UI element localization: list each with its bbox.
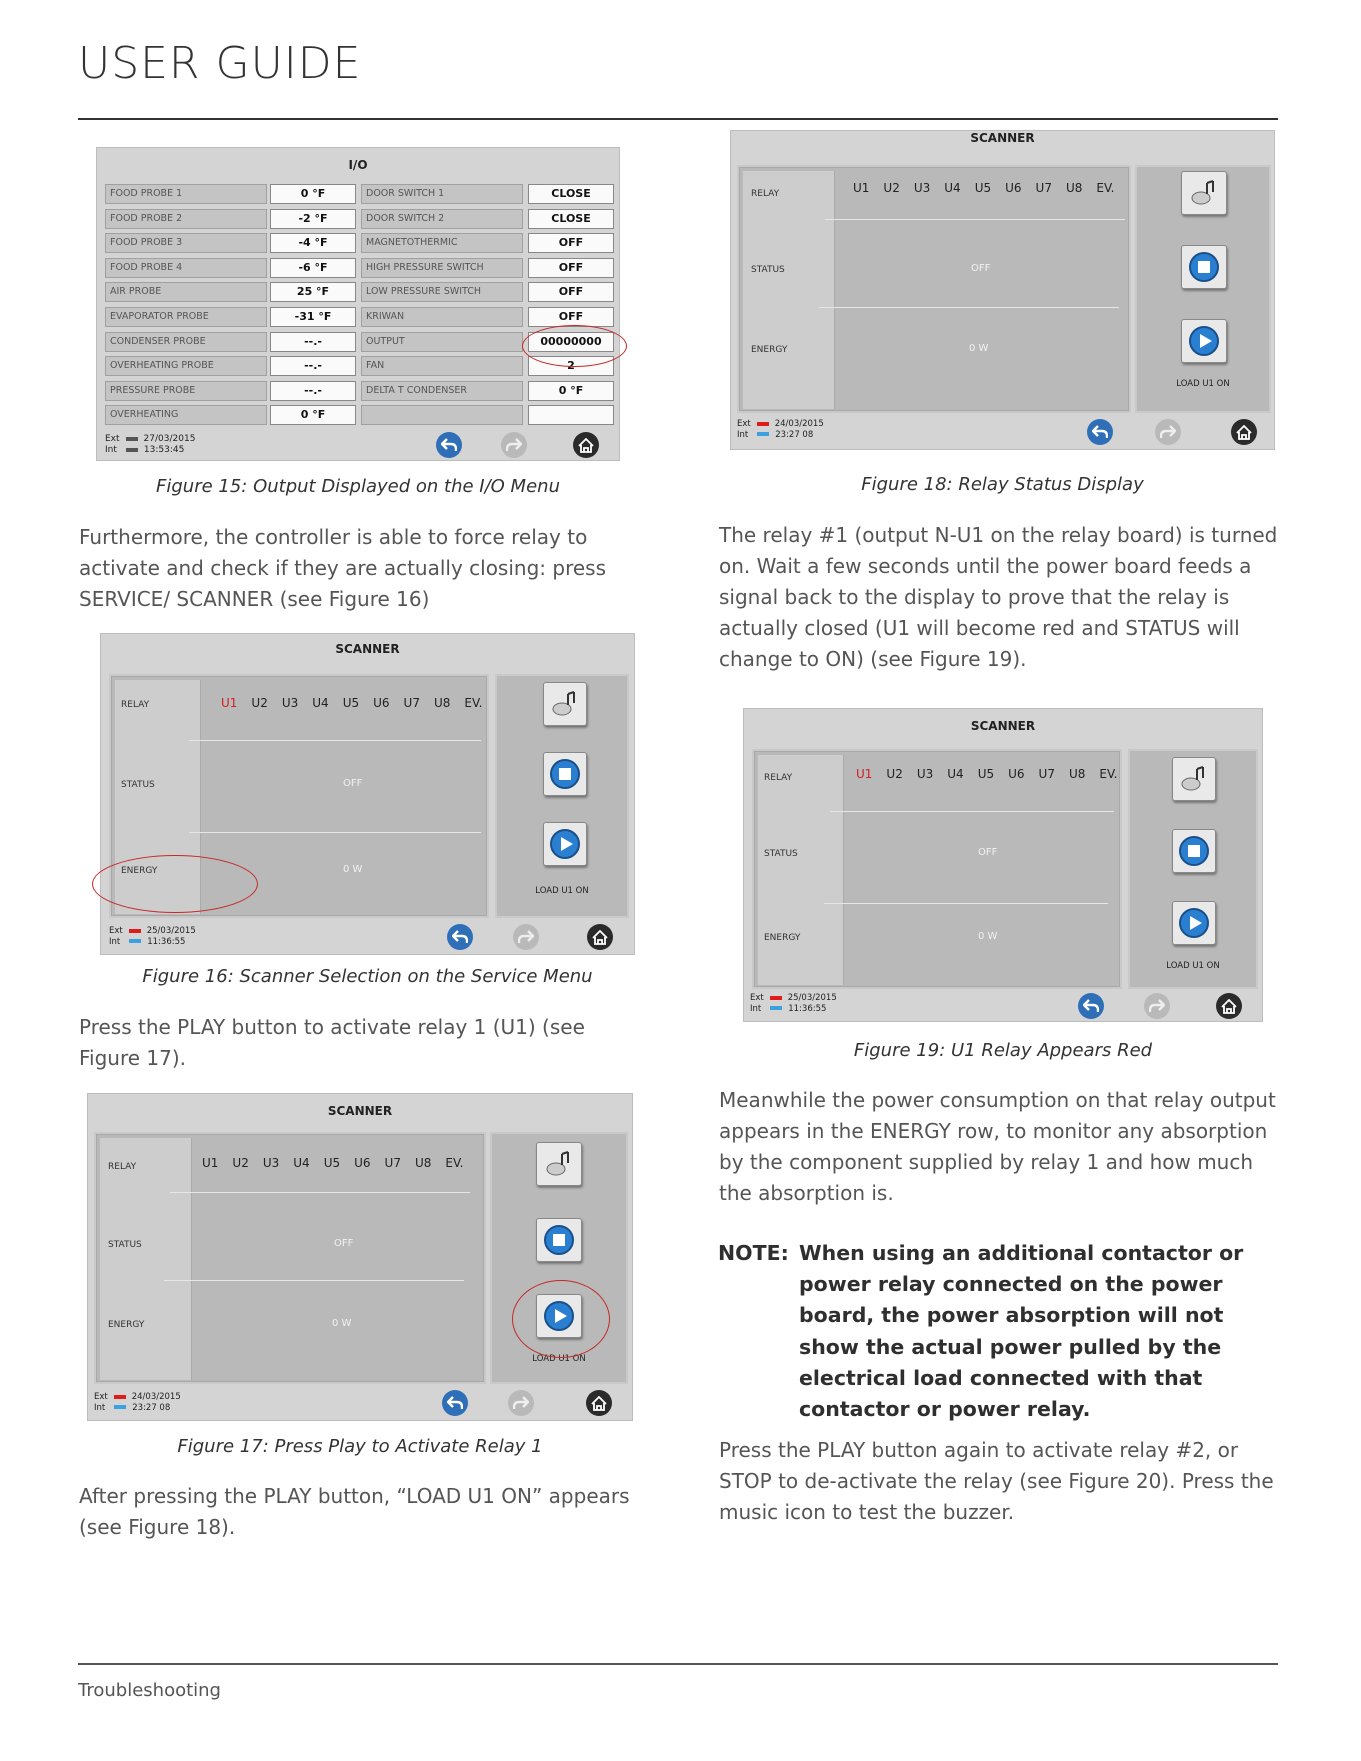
io-left-label: FOOD PROBE 4	[105, 258, 267, 278]
io-left-label: FOOD PROBE 3	[105, 233, 267, 253]
back-arrow-icon[interactable]	[436, 432, 462, 458]
io-right-label: DOOR SWITCH 2	[361, 209, 523, 229]
note-label: NOTE:	[718, 1241, 789, 1265]
io-title: I/O	[348, 158, 368, 172]
relay-u7: U7	[403, 696, 420, 710]
figure-17-caption: Figure 17: Press Play to Activate Relay 1	[177, 1436, 543, 1457]
io-left-value: --.-	[270, 356, 356, 376]
status-label: STATUS	[751, 265, 785, 275]
relay-u4: U4	[293, 1156, 310, 1170]
play-highlight-ellipse	[512, 1280, 610, 1358]
figure-16-caption: Figure 16: Scanner Selection on the Service Menu	[142, 966, 593, 987]
relay-label: RELAY	[121, 700, 150, 710]
relay-label: RELAY	[764, 773, 793, 783]
footer-rule	[78, 1663, 1278, 1665]
relay-u4: U4	[947, 767, 964, 781]
io-datetime: Ext 27/03/2015 Int 13:53:45	[105, 434, 196, 456]
home-icon[interactable]	[573, 432, 599, 458]
play-icon[interactable]	[1181, 319, 1227, 363]
left-paragraph-3: After pressing the PLAY button, “LOAD U1 ON” appears (see Figure 18).	[79, 1484, 630, 1539]
right-paragraph-1: The relay #1 (output N-U1 on the relay board) is turned on. Wait a few seconds until the power board feeds a signal back to the display to prove that the relay is actually closed (U1 will become red and STATUS will change to ON) (see Figure 19).	[719, 523, 1278, 671]
io-left-label: FOOD PROBE 2	[105, 209, 267, 229]
status-value: OFF	[343, 778, 363, 789]
io-left-value: -2 °F	[270, 209, 356, 229]
relay-u2: U2	[886, 767, 903, 781]
relay-u6: U6	[354, 1156, 371, 1170]
io-left-value: --.-	[270, 332, 356, 352]
relay-u7: U7	[384, 1156, 401, 1170]
io-left-value: -6 °F	[270, 258, 356, 278]
output-highlight-ellipse	[522, 325, 627, 367]
forward-arrow-icon[interactable]	[501, 432, 527, 458]
io-right-label: HIGH PRESSURE SWITCH	[361, 258, 523, 278]
io-right-value: OFF	[528, 258, 614, 278]
scanner-screen-fig18	[730, 130, 1275, 450]
scanner-screen-fig19	[743, 708, 1263, 1022]
relay-list	[853, 181, 1128, 195]
status-value: OFF	[971, 263, 991, 274]
music-note-icon[interactable]	[1181, 171, 1227, 215]
forward-arrow-icon[interactable]	[508, 1390, 534, 1416]
scanner-title: SCANNER	[970, 719, 1036, 733]
relay-u5: U5	[323, 1156, 341, 1170]
energy-label: ENERGY	[121, 866, 158, 876]
relay-u5: U5	[342, 696, 360, 710]
relay-u8: U8	[433, 696, 451, 710]
relay-u8: U8	[1068, 767, 1086, 781]
play-icon[interactable]	[1172, 901, 1216, 945]
energy-label: ENERGY	[108, 1320, 145, 1330]
io-right-value: OFF	[528, 282, 614, 302]
scanner-screen-fig17	[87, 1093, 633, 1421]
relay-u5: U5	[974, 181, 992, 195]
energy-label: ENERGY	[764, 933, 801, 943]
relay-u5: U5	[977, 767, 995, 781]
io-right-value: 0 °F	[528, 381, 614, 401]
io-left-label: EVAPORATOR PROBE	[105, 307, 267, 327]
status-label: STATUS	[121, 780, 155, 790]
io-left-label: FOOD PROBE 1	[105, 184, 267, 204]
note-body: When using an additional contactor or power relay connected on the power board, the power absorption will not show the actual power pulled by the electrical load connected with that contactor or power relay.	[799, 1241, 1244, 1422]
scanner-title: SCANNER	[970, 131, 1035, 145]
energy-label: ENERGY	[751, 345, 788, 355]
relay-list	[856, 767, 1131, 781]
io-left-label: AIR PROBE	[105, 282, 267, 302]
relay-u3: U3	[916, 767, 934, 781]
left-paragraph-1: Furthermore, the controller is able to force relay to activate and check if they are actually closing: press SERVICE/ SCANNER (see Figure 16)	[79, 525, 607, 611]
stop-icon[interactable]	[1172, 829, 1216, 873]
relay-u3: U3	[281, 696, 299, 710]
status-label: STATUS	[108, 1240, 142, 1250]
home-icon[interactable]	[587, 924, 613, 950]
right-paragraph-2: Meanwhile the power consumption on that relay output appears in the ENERGY row, to monitor any absorption by the component supplied by relay 1 and how much the absorption is.	[719, 1088, 1276, 1205]
io-right-label: DOOR SWITCH 1	[361, 184, 523, 204]
left-paragraph-2: Press the PLAY button to activate relay 1 (U1) (see Figure 17).	[79, 1015, 585, 1070]
io-right-value	[528, 405, 614, 425]
io-right-label: MAGNETOTHERMIC	[361, 233, 523, 253]
io-right-value: 00000000	[528, 332, 614, 352]
relay-u4: U4	[944, 181, 961, 195]
io-left-label: OVERHEATING	[105, 405, 267, 425]
relay-u1: U1	[202, 1156, 219, 1170]
relay-u1: U1	[221, 696, 238, 710]
relay-u7: U7	[1038, 767, 1055, 781]
relay-u3: U3	[913, 181, 931, 195]
scanner-datetime: Ext 24/03/2015 Int 23:27 08	[94, 1392, 181, 1413]
relay-u3: U3	[262, 1156, 280, 1170]
stop-icon[interactable]	[1181, 245, 1227, 289]
back-arrow-icon[interactable]	[1078, 993, 1104, 1019]
relay-u1: U1	[856, 767, 873, 781]
scanner-side-panel	[495, 674, 629, 918]
forward-arrow-icon[interactable]	[513, 924, 539, 950]
scanner-datetime: Ext 25/03/2015 Int 11:36:55	[750, 993, 837, 1014]
right-paragraph-3: Press the PLAY button again to activate relay #2, or STOP to de-activate the relay (see Figure 20). Press the music icon to test the buzzer.	[719, 1438, 1274, 1524]
io-left-value: -4 °F	[270, 233, 356, 253]
relay-label: RELAY	[108, 1162, 137, 1172]
io-right-value: OFF	[528, 233, 614, 253]
io-left-value: --.-	[270, 381, 356, 401]
io-right-value: OFF	[528, 307, 614, 327]
energy-value: 0 W	[343, 864, 363, 875]
scanner-title: SCANNER	[335, 642, 400, 656]
relay-ev: EV.	[464, 696, 483, 710]
io-right-label: FAN	[361, 356, 523, 376]
energy-value: 0 W	[969, 343, 989, 354]
energy-highlight-ellipse	[92, 855, 258, 913]
music-note-icon[interactable]	[1172, 757, 1216, 801]
io-left-value: 0 °F	[270, 405, 356, 425]
relay-ev: EV.	[1096, 181, 1115, 195]
relay-u2: U2	[251, 696, 268, 710]
back-arrow-icon[interactable]	[442, 1390, 468, 1416]
scanner-main-panel	[737, 165, 1131, 413]
stop-icon[interactable]	[543, 752, 587, 796]
io-right-value: CLOSE	[528, 184, 614, 204]
back-arrow-icon[interactable]	[447, 924, 473, 950]
energy-value: 0 W	[978, 931, 998, 942]
relay-list	[202, 1156, 477, 1170]
forward-arrow-icon[interactable]	[1155, 419, 1181, 445]
home-icon[interactable]	[1216, 993, 1242, 1019]
io-right-label: KRIWAN	[361, 307, 523, 327]
music-note-icon[interactable]	[543, 682, 587, 726]
figure-15-caption: Figure 15: Output Displayed on the I/O Menu	[156, 476, 560, 497]
io-right-value: 2	[528, 356, 614, 376]
figure-19-caption: Figure 19: U1 Relay Appears Red	[853, 1040, 1153, 1061]
scanner-main-panel	[752, 749, 1122, 989]
load-status-label: LOAD U1 ON	[1176, 379, 1230, 389]
relay-u2: U2	[883, 181, 900, 195]
relay-u1: U1	[853, 181, 870, 195]
scanner-datetime: Ext 24/03/2015 Int 23:27 08	[737, 419, 824, 440]
relay-label: RELAY	[751, 189, 780, 199]
relay-u6: U6	[1008, 767, 1025, 781]
io-left-value: 0 °F	[270, 184, 356, 204]
load-status-label: LOAD U1 ON	[1166, 961, 1220, 971]
relay-u8: U8	[414, 1156, 432, 1170]
relay-u7: U7	[1035, 181, 1052, 195]
stop-icon[interactable]	[536, 1218, 582, 1262]
io-left-value: 25 °F	[270, 282, 356, 302]
scanner-side-panel	[1135, 165, 1271, 413]
play-icon[interactable]	[543, 822, 587, 866]
scanner-datetime: Ext 25/03/2015 Int 11:36:55	[109, 926, 196, 947]
music-note-icon[interactable]	[536, 1142, 582, 1186]
status-value: OFF	[978, 847, 998, 858]
page-title: USER GUIDE	[78, 38, 362, 89]
io-right-label	[361, 405, 523, 425]
scanner-side-panel	[1128, 749, 1258, 989]
relay-u2: U2	[232, 1156, 249, 1170]
io-left-label: CONDENSER PROBE	[105, 332, 267, 352]
scanner-main-panel	[94, 1132, 486, 1384]
forward-arrow-icon[interactable]	[1144, 993, 1170, 1019]
relay-ev: EV.	[445, 1156, 464, 1170]
io-right-label: OUTPUT	[361, 332, 523, 352]
status-label: STATUS	[764, 849, 798, 859]
status-value: OFF	[334, 1238, 354, 1249]
io-right-label: DELTA T CONDENSER	[361, 381, 523, 401]
relay-list	[221, 696, 496, 710]
home-icon[interactable]	[1231, 419, 1257, 445]
figure-18-caption: Figure 18: Relay Status Display	[861, 474, 1144, 495]
io-screen	[96, 147, 620, 461]
home-icon[interactable]	[586, 1390, 612, 1416]
relay-ev: EV.	[1099, 767, 1118, 781]
io-left-label: OVERHEATING PROBE	[105, 356, 267, 376]
relay-u4: U4	[312, 696, 329, 710]
load-status-label: LOAD U1 ON	[535, 886, 589, 896]
header-rule	[78, 118, 1278, 120]
load-status-label: LOAD U1 ON	[532, 1354, 586, 1364]
relay-u6: U6	[373, 696, 390, 710]
back-arrow-icon[interactable]	[1087, 419, 1113, 445]
footer-section-label: Troubleshooting	[78, 1680, 221, 1701]
io-left-label: PRESSURE PROBE	[105, 381, 267, 401]
scanner-title: SCANNER	[327, 1104, 393, 1118]
energy-value: 0 W	[332, 1318, 352, 1329]
relay-u8: U8	[1065, 181, 1083, 195]
io-right-label: LOW PRESSURE SWITCH	[361, 282, 523, 302]
io-right-value: CLOSE	[528, 209, 614, 229]
relay-u6: U6	[1005, 181, 1022, 195]
io-left-value: -31 °F	[270, 307, 356, 327]
